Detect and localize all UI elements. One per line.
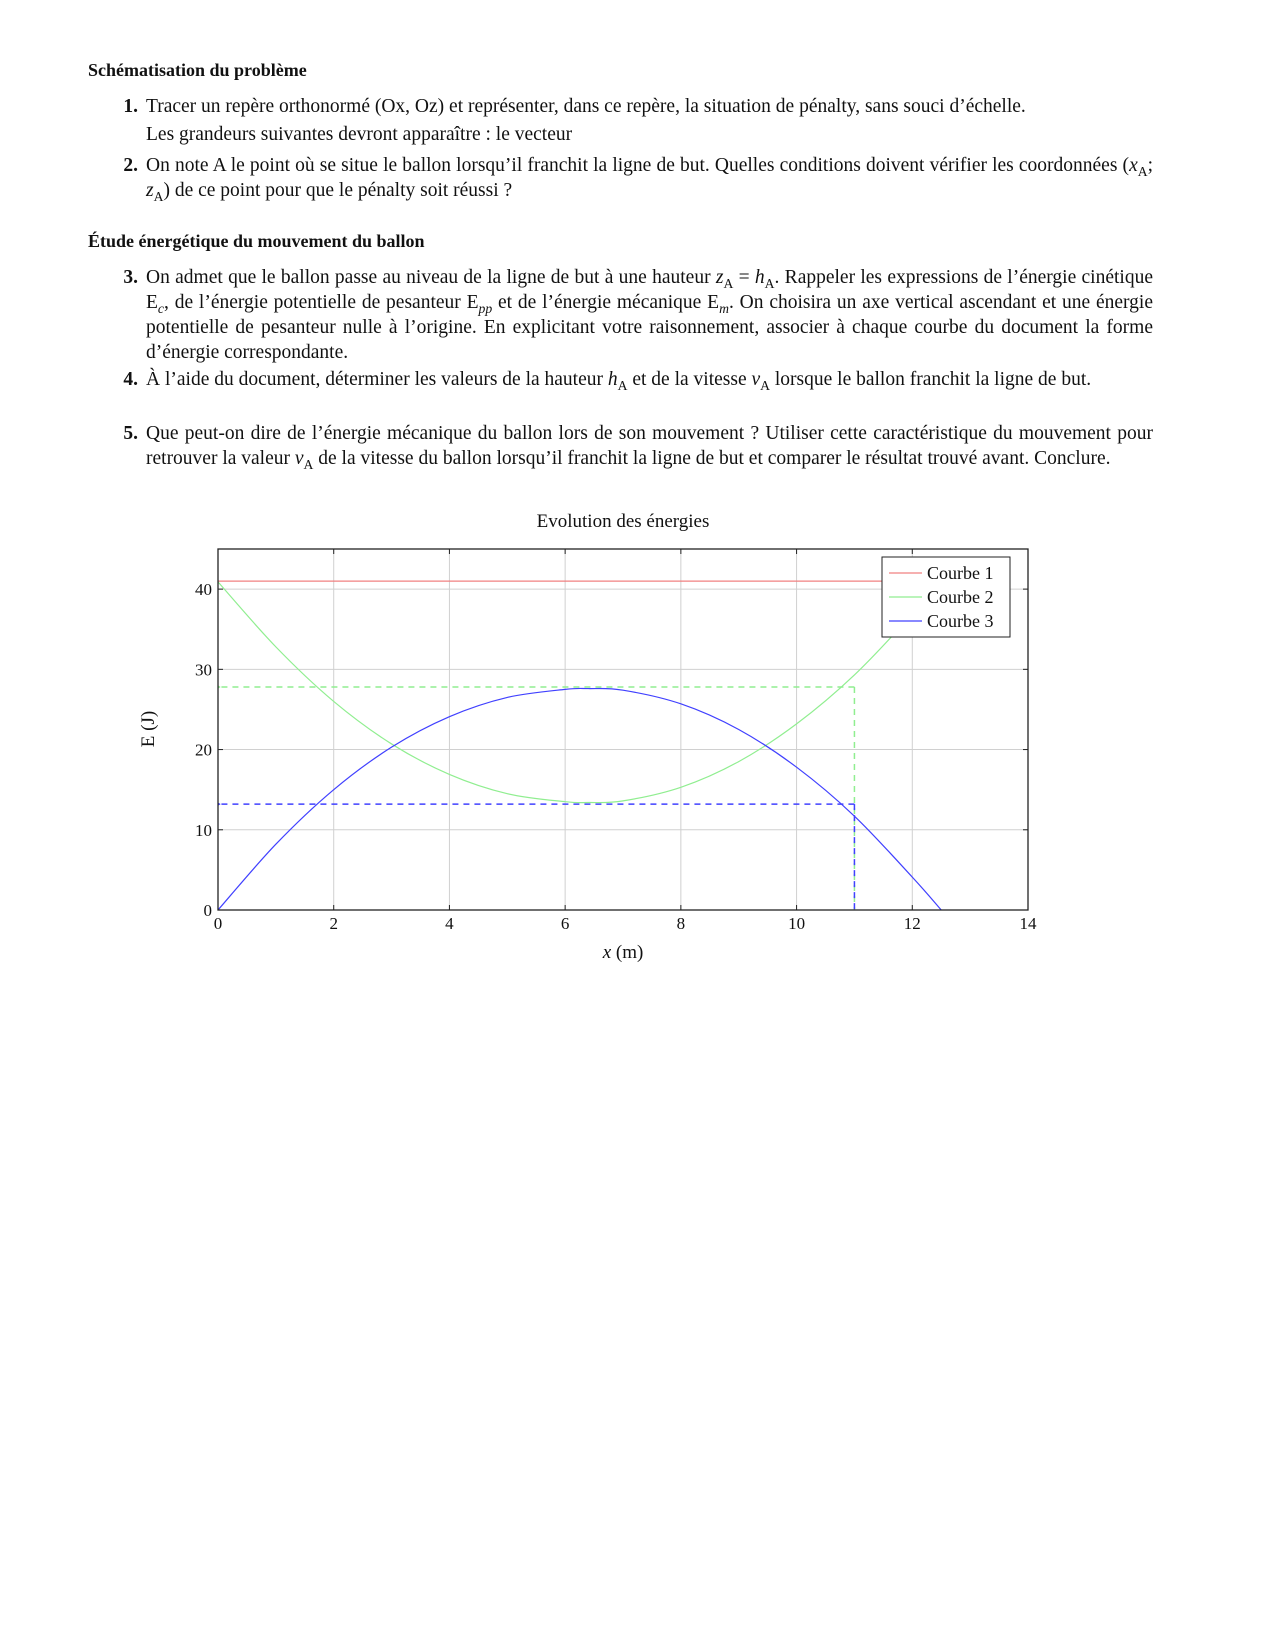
- question-4-text: À l’aide du document, déterminer les valeurs de la hauteur $h_A$ et de la vitesse $v_A$ lorsque le ballon franchit la ligne de but.: [146, 369, 1092, 393]
- x-tick-label: 8: [676, 914, 686, 933]
- question-number: 2.: [123, 155, 138, 176]
- x-tick-label: 10: [788, 914, 806, 933]
- chart-series: [218, 579, 941, 910]
- question-2-text: On note A le point où se situe le ballon lorsqu’il franchit la ligne de but. Quelles conditions doivent vérifier les coordonnées ($x_A$; $z_A$) de ce point pour que le pénalty soit réussi ?: [146, 155, 1153, 204]
- section-title-etude-energetique: Étude énergétique du mouvement du ballon: [88, 231, 425, 251]
- x-axis-label: x (m): [602, 942, 644, 963]
- question-1-line-1: Tracer un repère orthonormé (Ox, Oz) et représenter, dans ce repère, la situation de pénalty, sans souci d’échelle.: [146, 96, 1026, 117]
- y-axis-label: E (J): [138, 710, 159, 748]
- chart-legend: [882, 557, 1010, 637]
- y-tick-label: 0: [203, 901, 212, 920]
- x-tick-label: 14: [1019, 914, 1037, 933]
- section-title-schematisation: Schématisation du problème: [88, 60, 307, 80]
- x-tick-label: 0: [213, 914, 223, 933]
- series-line-2: [218, 579, 941, 803]
- x-tick-label: 2: [329, 914, 338, 933]
- y-tick-label: 20: [195, 740, 212, 760]
- question-5-text: Que peut-on dire de l’énergie mécanique du ballon lors de son mouvement ? Utiliser cette caractéristique du mouvement pour retrouver la valeur $v_A$ de la vitesse du ballon lorsqu’il franchit la ligne de but et comparer le résultat trouvé avant. Conclure.: [146, 423, 1153, 472]
- question-number: 1.: [123, 96, 138, 117]
- legend-label: Courbe 3: [927, 611, 994, 631]
- question-number: 3.: [123, 267, 138, 288]
- legend-label: Courbe 1: [927, 563, 994, 583]
- y-tick-label: 10: [195, 820, 212, 840]
- chart-title: Evolution des énergies: [536, 511, 710, 532]
- question-1-line-2: Les grandeurs suivantes devront apparaître : le vecteur: [146, 124, 573, 145]
- y-tick-label: 30: [195, 660, 212, 680]
- x-tick-label: 6: [560, 914, 570, 933]
- question-number: 4.: [123, 369, 138, 390]
- question-number: 5.: [123, 423, 138, 444]
- x-tick-label: 12: [903, 914, 921, 933]
- question-3-text: On admet que le ballon passe au niveau de la ligne de but à une hauteur $z_A = h_A$. Rappeler les expressions de l’énergie cinétique $E_c$, de l’énergie potentielle de pesanteur $E_{pp}$ et de l’énergie mécanique $E_m$. On choisira un axe vertical ascendant et une énergie potentielle de pesanteur nulle à l’origine. En explicitant votre raisonnement, associer à chaque courbe du document la forme d’énergie correspondante.: [146, 267, 1154, 363]
- y-tick-label: 40: [195, 580, 212, 600]
- legend-label: Courbe 2: [927, 587, 994, 607]
- series-line-3: [218, 688, 941, 910]
- x-tick-label: 4: [445, 914, 454, 933]
